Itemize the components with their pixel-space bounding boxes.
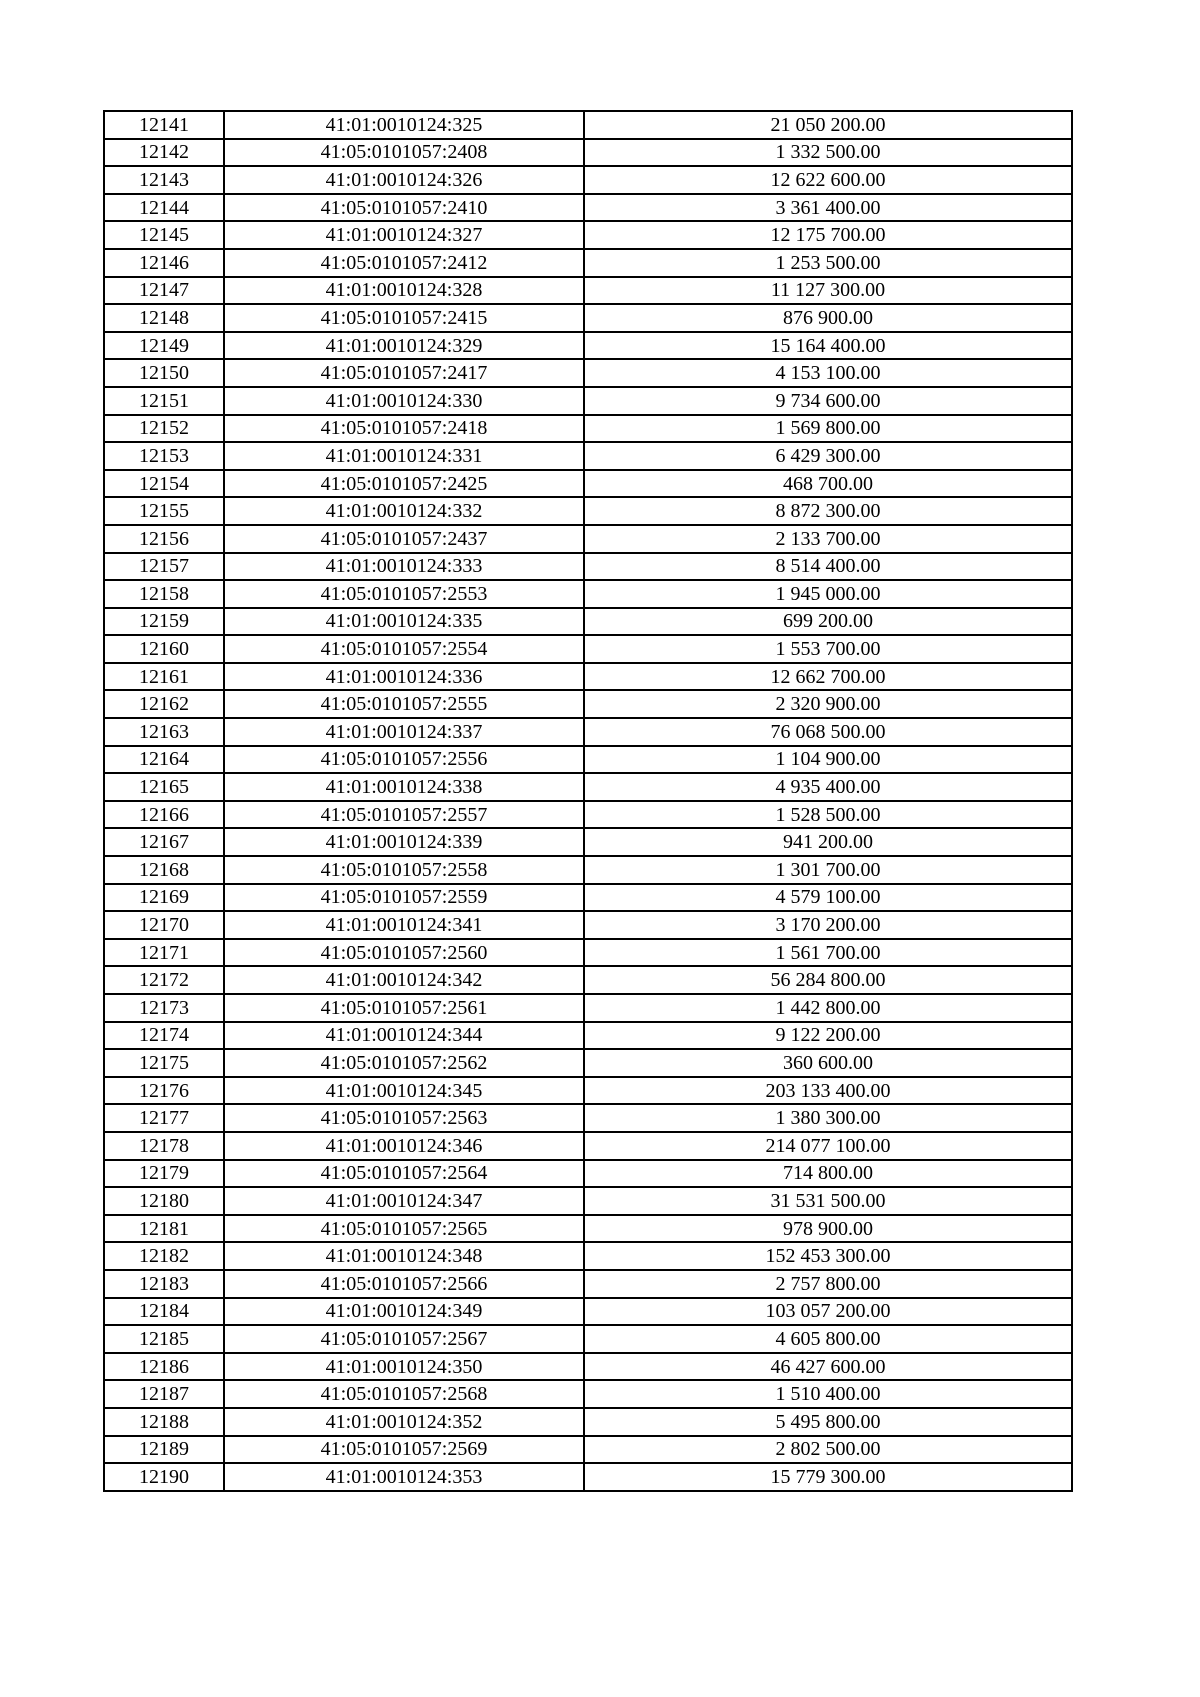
cadastral-value-cell: 699 200.00 (584, 608, 1072, 636)
cadastral-number-cell: 41:05:0101057:2561 (224, 994, 584, 1022)
table-row (104, 359, 1072, 387)
cadastral-value-cell: 9 734 600.00 (584, 387, 1072, 415)
row-number-cell: 12154 (104, 470, 224, 498)
row-number-cell: 12172 (104, 966, 224, 994)
cadastral-value-cell: 941 200.00 (584, 828, 1072, 856)
row-number-cell: 12166 (104, 801, 224, 829)
cadastral-number-cell: 41:05:0101057:2415 (224, 304, 584, 332)
cadastral-value-cell: 1 380 300.00 (584, 1104, 1072, 1132)
cadastral-value-cell: 31 531 500.00 (584, 1187, 1072, 1215)
cadastral-value-cell: 4 605 800.00 (584, 1325, 1072, 1353)
row-number-cell: 12184 (104, 1298, 224, 1326)
row-number-cell: 12185 (104, 1325, 224, 1353)
table-row (104, 911, 1072, 939)
table-row (104, 1215, 1072, 1243)
table-row (104, 884, 1072, 912)
table-row (104, 111, 1072, 139)
row-number-cell: 12164 (104, 746, 224, 774)
table-row (104, 746, 1072, 774)
table-row (104, 1380, 1072, 1408)
row-number-cell: 12147 (104, 277, 224, 305)
cadastral-value-cell: 15 779 300.00 (584, 1463, 1072, 1491)
table-row (104, 1353, 1072, 1381)
cadastral-value-cell: 214 077 100.00 (584, 1132, 1072, 1160)
row-number-cell: 12157 (104, 553, 224, 581)
row-number-cell: 12153 (104, 442, 224, 470)
cadastral-number-cell: 41:01:0010124:329 (224, 332, 584, 360)
cadastral-number-cell: 41:05:0101057:2555 (224, 690, 584, 718)
table-row (104, 139, 1072, 167)
table-row (104, 194, 1072, 222)
row-number-cell: 12167 (104, 828, 224, 856)
row-number-cell: 12146 (104, 249, 224, 277)
row-number-cell: 12162 (104, 690, 224, 718)
table-row (104, 525, 1072, 553)
table-row (104, 690, 1072, 718)
cadastral-number-cell: 41:01:0010124:338 (224, 773, 584, 801)
cadastral-number-cell: 41:01:0010124:326 (224, 166, 584, 194)
cadastral-value-cell: 4 935 400.00 (584, 773, 1072, 801)
cadastral-number-cell: 41:05:0101057:2565 (224, 1215, 584, 1243)
cadastral-value-cell: 978 900.00 (584, 1215, 1072, 1243)
cadastral-value-cell: 3 361 400.00 (584, 194, 1072, 222)
cadastral-number-cell: 41:01:0010124:333 (224, 553, 584, 581)
row-number-cell: 12182 (104, 1242, 224, 1270)
cadastral-number-cell: 41:05:0101057:2562 (224, 1049, 584, 1077)
table-row (104, 415, 1072, 443)
cadastral-number-cell: 41:05:0101057:2554 (224, 635, 584, 663)
row-number-cell: 12158 (104, 580, 224, 608)
row-number-cell: 12149 (104, 332, 224, 360)
cadastral-value-cell: 876 900.00 (584, 304, 1072, 332)
cadastral-value-cell: 1 253 500.00 (584, 249, 1072, 277)
cadastral-value-cell: 8 872 300.00 (584, 497, 1072, 525)
cadastral-value-cell: 12 662 700.00 (584, 663, 1072, 691)
table-row (104, 277, 1072, 305)
row-number-cell: 12179 (104, 1160, 224, 1188)
cadastral-number-cell: 41:01:0010124:341 (224, 911, 584, 939)
cadastral-number-cell: 41:01:0010124:346 (224, 1132, 584, 1160)
table-row (104, 1077, 1072, 1105)
cadastral-value-cell: 9 122 200.00 (584, 1022, 1072, 1050)
cadastral-value-cell: 1 510 400.00 (584, 1380, 1072, 1408)
table-row (104, 166, 1072, 194)
cadastral-number-cell: 41:01:0010124:349 (224, 1298, 584, 1326)
cadastral-number-cell: 41:01:0010124:352 (224, 1408, 584, 1436)
cadastral-value-cell: 103 057 200.00 (584, 1298, 1072, 1326)
cadastral-number-cell: 41:01:0010124:337 (224, 718, 584, 746)
cadastral-value-cell: 56 284 800.00 (584, 966, 1072, 994)
cadastral-value-cell: 5 495 800.00 (584, 1408, 1072, 1436)
table-row (104, 801, 1072, 829)
table-row (104, 580, 1072, 608)
cadastral-value-cell: 6 429 300.00 (584, 442, 1072, 470)
cadastral-number-cell: 41:05:0101057:2556 (224, 746, 584, 774)
cadastral-value-cell: 2 320 900.00 (584, 690, 1072, 718)
row-number-cell: 12163 (104, 718, 224, 746)
table-row (104, 1187, 1072, 1215)
row-number-cell: 12180 (104, 1187, 224, 1215)
row-number-cell: 12161 (104, 663, 224, 691)
row-number-cell: 12168 (104, 856, 224, 884)
cadastral-number-cell: 41:05:0101057:2410 (224, 194, 584, 222)
cadastral-number-cell: 41:05:0101057:2563 (224, 1104, 584, 1132)
cadastral-value-cell: 3 170 200.00 (584, 911, 1072, 939)
cadastral-value-cell: 2 133 700.00 (584, 525, 1072, 553)
table-row (104, 718, 1072, 746)
cadastral-number-cell: 41:05:0101057:2560 (224, 939, 584, 967)
cadastral-value-cell: 714 800.00 (584, 1160, 1072, 1188)
row-number-cell: 12155 (104, 497, 224, 525)
cadastral-number-cell: 41:01:0010124:339 (224, 828, 584, 856)
cadastral-number-cell: 41:01:0010124:327 (224, 221, 584, 249)
cadastral-number-cell: 41:05:0101057:2568 (224, 1380, 584, 1408)
table-row (104, 1104, 1072, 1132)
table-row (104, 1325, 1072, 1353)
cadastral-value-cell: 203 133 400.00 (584, 1077, 1072, 1105)
cadastral-value-cell: 360 600.00 (584, 1049, 1072, 1077)
row-number-cell: 12177 (104, 1104, 224, 1132)
row-number-cell: 12188 (104, 1408, 224, 1436)
table-row (104, 635, 1072, 663)
cadastral-value-cell: 1 104 900.00 (584, 746, 1072, 774)
cadastral-number-cell: 41:01:0010124:336 (224, 663, 584, 691)
cadastral-value-cell: 46 427 600.00 (584, 1353, 1072, 1381)
row-number-cell: 12169 (104, 884, 224, 912)
cadastral-number-cell: 41:01:0010124:325 (224, 111, 584, 139)
cadastral-value-cell: 76 068 500.00 (584, 718, 1072, 746)
table-row (104, 497, 1072, 525)
cadastral-value-cell: 11 127 300.00 (584, 277, 1072, 305)
cadastral-number-cell: 41:01:0010124:353 (224, 1463, 584, 1491)
row-number-cell: 12171 (104, 939, 224, 967)
cadastral-value-cell: 1 332 500.00 (584, 139, 1072, 167)
table-row (104, 773, 1072, 801)
table-row (104, 387, 1072, 415)
cadastral-value-cell: 1 553 700.00 (584, 635, 1072, 663)
table-row (104, 1408, 1072, 1436)
cadastral-number-cell: 41:01:0010124:347 (224, 1187, 584, 1215)
cadastral-number-cell: 41:05:0101057:2566 (224, 1270, 584, 1298)
table-row (104, 1463, 1072, 1491)
cadastral-number-cell: 41:01:0010124:332 (224, 497, 584, 525)
table-row (104, 663, 1072, 691)
cadastral-value-cell: 1 945 000.00 (584, 580, 1072, 608)
cadastral-value-cell: 152 453 300.00 (584, 1242, 1072, 1270)
cadastral-value-cell: 468 700.00 (584, 470, 1072, 498)
table-row (104, 221, 1072, 249)
cadastral-number-cell: 41:05:0101057:2408 (224, 139, 584, 167)
cadastral-number-cell: 41:01:0010124:344 (224, 1022, 584, 1050)
cadastral-number-cell: 41:05:0101057:2425 (224, 470, 584, 498)
row-number-cell: 12143 (104, 166, 224, 194)
cadastral-value-cell: 1 528 500.00 (584, 801, 1072, 829)
cadastral-value-cell: 12 622 600.00 (584, 166, 1072, 194)
table-row (104, 939, 1072, 967)
cadastral-number-cell: 41:05:0101057:2412 (224, 249, 584, 277)
row-number-cell: 12145 (104, 221, 224, 249)
cadastral-number-cell: 41:01:0010124:335 (224, 608, 584, 636)
row-number-cell: 12170 (104, 911, 224, 939)
cadastral-number-cell: 41:01:0010124:345 (224, 1077, 584, 1105)
cadastral-value-cell: 1 442 800.00 (584, 994, 1072, 1022)
cadastral-value-cell: 4 153 100.00 (584, 359, 1072, 387)
cadastral-value-cell: 15 164 400.00 (584, 332, 1072, 360)
table-row (104, 249, 1072, 277)
table-row (104, 553, 1072, 581)
row-number-cell: 12156 (104, 525, 224, 553)
table-body (104, 111, 1072, 1491)
cadastral-number-cell: 41:05:0101057:2564 (224, 1160, 584, 1188)
cadastral-number-cell: 41:01:0010124:342 (224, 966, 584, 994)
cadastral-value-cell: 2 802 500.00 (584, 1436, 1072, 1464)
row-number-cell: 12178 (104, 1132, 224, 1160)
cadastral-number-cell: 41:01:0010124:330 (224, 387, 584, 415)
table-row (104, 828, 1072, 856)
table-row (104, 1132, 1072, 1160)
cadastral-number-cell: 41:05:0101057:2418 (224, 415, 584, 443)
table-row (104, 856, 1072, 884)
table-row (104, 1270, 1072, 1298)
cadastral-number-cell: 41:05:0101057:2567 (224, 1325, 584, 1353)
table-row (104, 1022, 1072, 1050)
cadastral-number-cell: 41:01:0010124:348 (224, 1242, 584, 1270)
cadastral-number-cell: 41:01:0010124:328 (224, 277, 584, 305)
table-row (104, 1436, 1072, 1464)
row-number-cell: 12142 (104, 139, 224, 167)
cadastral-value-cell: 8 514 400.00 (584, 553, 1072, 581)
table-row (104, 1242, 1072, 1270)
cadastral-value-cell: 1 569 800.00 (584, 415, 1072, 443)
cadastral-number-cell: 41:05:0101057:2417 (224, 359, 584, 387)
row-number-cell: 12190 (104, 1463, 224, 1491)
row-number-cell: 12151 (104, 387, 224, 415)
row-number-cell: 12187 (104, 1380, 224, 1408)
row-number-cell: 12189 (104, 1436, 224, 1464)
table-row (104, 1160, 1072, 1188)
cadastral-number-cell: 41:05:0101057:2558 (224, 856, 584, 884)
row-number-cell: 12160 (104, 635, 224, 663)
row-number-cell: 12150 (104, 359, 224, 387)
cadastral-value-cell: 4 579 100.00 (584, 884, 1072, 912)
row-number-cell: 12148 (104, 304, 224, 332)
cadastral-value-cell: 21 050 200.00 (584, 111, 1072, 139)
cadastral-number-cell: 41:05:0101057:2569 (224, 1436, 584, 1464)
row-number-cell: 12152 (104, 415, 224, 443)
row-number-cell: 12165 (104, 773, 224, 801)
table-row (104, 470, 1072, 498)
cadastral-value-cell: 1 301 700.00 (584, 856, 1072, 884)
row-number-cell: 12175 (104, 1049, 224, 1077)
row-number-cell: 12186 (104, 1353, 224, 1381)
cadastral-number-cell: 41:05:0101057:2557 (224, 801, 584, 829)
row-number-cell: 12144 (104, 194, 224, 222)
cadastral-number-cell: 41:01:0010124:331 (224, 442, 584, 470)
table-row (104, 966, 1072, 994)
cadastral-value-cell: 2 757 800.00 (584, 1270, 1072, 1298)
row-number-cell: 12141 (104, 111, 224, 139)
cadastral-number-cell: 41:01:0010124:350 (224, 1353, 584, 1381)
row-number-cell: 12173 (104, 994, 224, 1022)
row-number-cell: 12174 (104, 1022, 224, 1050)
cadastral-value-cell: 1 561 700.00 (584, 939, 1072, 967)
cadastral-number-cell: 41:05:0101057:2437 (224, 525, 584, 553)
row-number-cell: 12183 (104, 1270, 224, 1298)
table-row (104, 332, 1072, 360)
table-row (104, 442, 1072, 470)
cadastral-number-cell: 41:05:0101057:2553 (224, 580, 584, 608)
cadastral-number-cell: 41:05:0101057:2559 (224, 884, 584, 912)
cadastral-value-table (103, 110, 1073, 1492)
row-number-cell: 12176 (104, 1077, 224, 1105)
row-number-cell: 12181 (104, 1215, 224, 1243)
cadastral-value-cell: 12 175 700.00 (584, 221, 1072, 249)
table-row (104, 1049, 1072, 1077)
table-row (104, 608, 1072, 636)
table-row (104, 1298, 1072, 1326)
table-row (104, 994, 1072, 1022)
row-number-cell: 12159 (104, 608, 224, 636)
table-row (104, 304, 1072, 332)
